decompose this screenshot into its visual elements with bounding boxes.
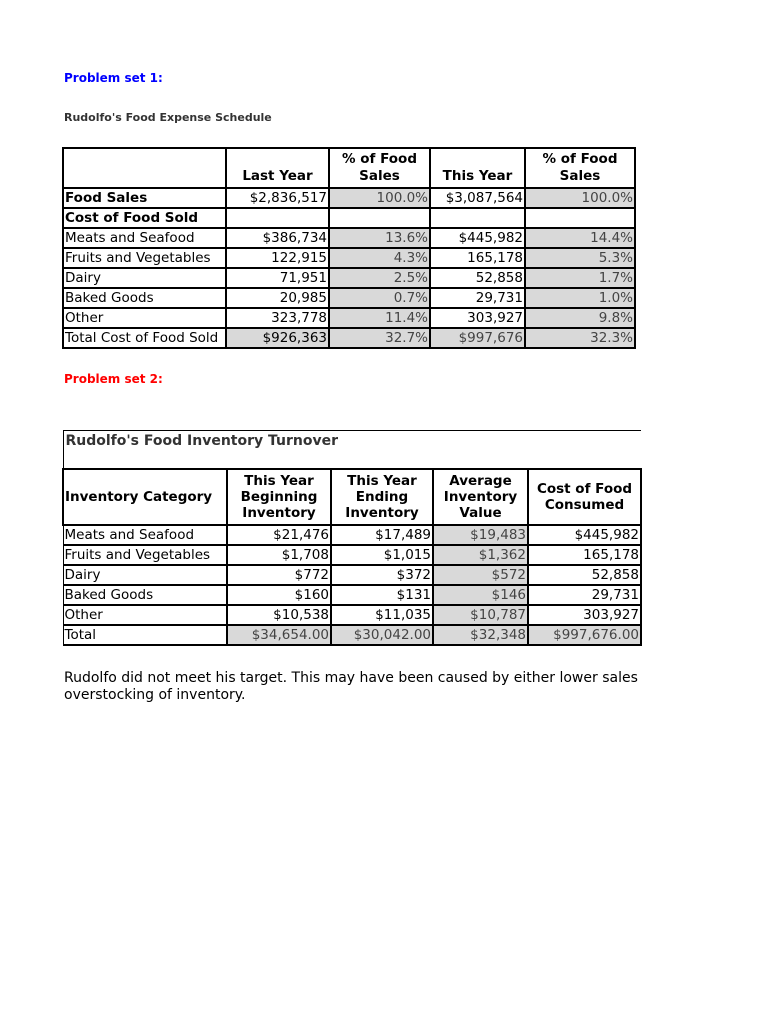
- inventory-header-row: [63, 469, 641, 525]
- cell-value: 303,927: [430, 308, 525, 328]
- cell-value: $30,042.00: [331, 625, 433, 645]
- header-average-inventory: Average Inventory Value: [433, 469, 528, 525]
- cell-value: 52,858: [430, 268, 525, 288]
- cell-pct: 100.0%: [329, 188, 430, 208]
- food-expense-table: [62, 147, 636, 349]
- row-label: Meats and Seafood: [63, 525, 227, 545]
- inventory-table-title: Rudolfo's Food Inventory Turnover: [63, 431, 641, 470]
- table-row: [63, 188, 635, 208]
- cell-pct: 9.8%: [525, 308, 635, 328]
- cell-value: $445,982: [430, 228, 525, 248]
- row-label: Fruits and Vegetables: [63, 248, 226, 268]
- row-label: Dairy: [63, 565, 227, 585]
- row-label: Dairy: [63, 268, 226, 288]
- cell-value: $1,015: [331, 545, 433, 565]
- cell-empty: [430, 208, 525, 228]
- cell-pct: 2.5%: [329, 268, 430, 288]
- cell-pct: 1.0%: [525, 288, 635, 308]
- header-cell: [63, 148, 226, 188]
- row-label: Meats and Seafood: [63, 228, 226, 248]
- row-label: Total Cost of Food Sold: [63, 328, 226, 348]
- header-ending-inventory: This Year Ending Inventory: [331, 469, 433, 525]
- cell-average: $32,348: [433, 625, 528, 645]
- row-label: Food Sales: [63, 188, 226, 208]
- cell-average: $146: [433, 585, 528, 605]
- row-label: Other: [63, 605, 227, 625]
- cell-value: $372: [331, 565, 433, 585]
- cell-value: 323,778: [226, 308, 329, 328]
- cell-empty: [329, 208, 430, 228]
- cell-pct: 13.6%: [329, 228, 430, 248]
- conclusion-text: Rudolfo did not meet his target. This may have been caused by either lower sales overstocking of inventory.: [64, 670, 638, 703]
- row-label: Other: [63, 308, 226, 328]
- inventory-title-row: [63, 431, 641, 470]
- cell-value: 29,731: [430, 288, 525, 308]
- header-last-year: Last Year: [226, 148, 329, 188]
- cell-value: $131: [331, 585, 433, 605]
- cell-value: 71,951: [226, 268, 329, 288]
- cell-pct: 1.7%: [525, 268, 635, 288]
- cell-value: $10,538: [227, 605, 331, 625]
- cell-average: $10,787: [433, 605, 528, 625]
- row-label: Fruits and Vegetables: [63, 545, 227, 565]
- problem-set-2-label: Problem set 2:: [64, 372, 163, 386]
- row-label: Cost of Food Sold: [63, 208, 226, 228]
- table-row: [63, 565, 641, 585]
- cell-value: $926,363: [226, 328, 329, 348]
- table-row: [63, 248, 635, 268]
- cell-average: $1,362: [433, 545, 528, 565]
- cell-value: 20,985: [226, 288, 329, 308]
- cell-value: $386,734: [226, 228, 329, 248]
- table-row: [63, 268, 635, 288]
- cell-value: $772: [227, 565, 331, 585]
- cell-average: $572: [433, 565, 528, 585]
- cell-empty: [525, 208, 635, 228]
- cell-pct: 5.3%: [525, 248, 635, 268]
- row-label: Baked Goods: [63, 585, 227, 605]
- table-row: [63, 228, 635, 248]
- cell-value: $11,035: [331, 605, 433, 625]
- cell-value: $21,476: [227, 525, 331, 545]
- expense-header-row: [63, 148, 635, 188]
- cell-value: 122,915: [226, 248, 329, 268]
- row-label: Total: [63, 625, 227, 645]
- cell-value: 29,731: [528, 585, 641, 605]
- cell-value: 303,927: [528, 605, 641, 625]
- table-row: [63, 208, 635, 228]
- table-row: [63, 288, 635, 308]
- table-row: [63, 525, 641, 545]
- cell-pct: 32.7%: [329, 328, 430, 348]
- cell-value: $34,654.00: [227, 625, 331, 645]
- cell-pct: 100.0%: [525, 188, 635, 208]
- cell-empty: [226, 208, 329, 228]
- table-row: [63, 585, 641, 605]
- header-beginning-inventory: This Year Beginning Inventory: [227, 469, 331, 525]
- cell-average: $19,483: [433, 525, 528, 545]
- cell-pct: 14.4%: [525, 228, 635, 248]
- table-row-total: [63, 328, 635, 348]
- cell-value: $3,087,564: [430, 188, 525, 208]
- cell-pct: 11.4%: [329, 308, 430, 328]
- cell-value: $2,836,517: [226, 188, 329, 208]
- cell-value: 165,178: [430, 248, 525, 268]
- expense-schedule-title: Rudolfo's Food Expense Schedule: [64, 111, 272, 124]
- cell-value: 52,858: [528, 565, 641, 585]
- header-pct-last: % of Food Sales: [329, 148, 430, 188]
- cell-value: $1,708: [227, 545, 331, 565]
- header-this-year: This Year: [430, 148, 525, 188]
- cell-value: $445,982: [528, 525, 641, 545]
- header-pct-this: % of Food Sales: [525, 148, 635, 188]
- cell-value: 165,178: [528, 545, 641, 565]
- row-label: Baked Goods: [63, 288, 226, 308]
- header-inventory-category: Inventory Category: [63, 469, 227, 525]
- table-row: [63, 308, 635, 328]
- cell-pct: 32.3%: [525, 328, 635, 348]
- table-row-total: [63, 625, 641, 645]
- table-row: [63, 545, 641, 565]
- cell-value: $17,489: [331, 525, 433, 545]
- table-row: [63, 605, 641, 625]
- cell-pct: 0.7%: [329, 288, 430, 308]
- cell-value: $997,676.00: [528, 625, 641, 645]
- cell-value: $997,676: [430, 328, 525, 348]
- header-cost-consumed: Cost of Food Consumed: [528, 469, 641, 525]
- cell-value: $160: [227, 585, 331, 605]
- problem-set-1-label: Problem set 1:: [64, 71, 163, 85]
- inventory-turnover-table: [62, 430, 642, 646]
- cell-pct: 4.3%: [329, 248, 430, 268]
